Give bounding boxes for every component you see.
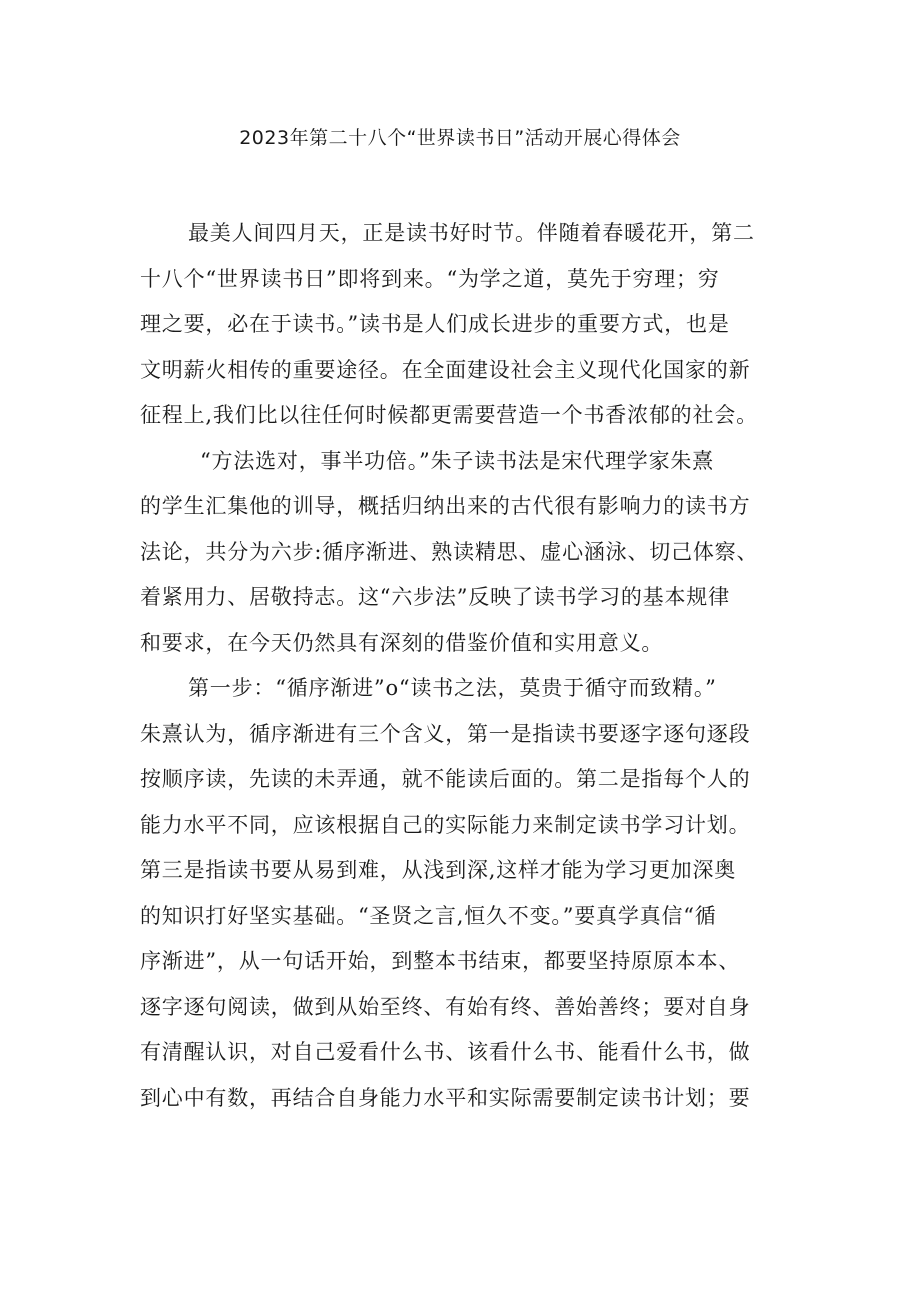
paragraph-3-line-8: 逐字逐句阅读，做到从始至终、有始有终、善始善终；要对自身 [140,994,751,1019]
paragraph-1-line-5: 征程上,我们比以往任何时候都更需要营造一个书香浓郁的社会。 [140,403,758,427]
paragraph-1-line-2: 十八个“世界读书日”即将到来。“为学之道，莫先于穷理；穷 [140,266,720,291]
paragraph-1-line-4: 文明薪火相传的重要途径。在全面建设社会主义现代化国家的新 [140,357,751,382]
paragraph-3-line-10: 到心中有数，再结合自身能力水平和实际需要制定读书计划；要 [140,1085,751,1110]
paragraph-3-line-7: 序渐进”，从一句话开始，到整本书结束，都要坚持原原本本、 [140,949,741,973]
paragraph-3-line-5: 第三是指读书要从易到难，从浅到深,这样才能为学习更加深奥 [140,858,737,882]
paragraph-2-line-3: 法论，共分为六步:循序渐进、熟读精思、虚心涵泳、切己体察、 [140,539,759,564]
paragraph-3-line-4: 能力水平不同，应该根据自己的实际能力来制定读书学习计划。 [140,812,751,837]
paragraph-2-line-5: 和要求，在今天仍然具有深刻的借鉴价值和实用意义。 [140,630,664,655]
paragraph-3-line-9: 有清醒认识，对自己爱看什么书、该看什么书、能看什么书，做 [140,1040,751,1064]
paragraph-2-line-4: 着紧用力、居敬持志。这“六步法”反映了读书学习的基本规律 [140,585,730,609]
paragraph-1-line-3: 理之要，必在于读书。”读书是人们成长进步的重要方式，也是 [140,312,730,336]
document-body [140,211,790,1121]
paragraph-1-line-1: 最美人间四月天，正是读书好时节。伴随着春暖花开，第二 [188,221,755,245]
paragraph-2-line-1: “方法选对，事半功倍。”朱子读书法是宋代理学家朱熹 [200,448,714,473]
paragraph-3-line-6: 的知识打好坚实基础。“圣贤之言,恒久不变。”要真学真信“循 [140,903,717,928]
paragraph-3-line-3: 按顺序读，先读的未弄通，就不能读后面的。第二是指每个人的 [140,767,751,791]
paragraph-2-line-2: 的学生汇集他的训导，概括归纳出来的古代很有影响力的读书方 [140,494,751,518]
paragraph-3-line-1: 第一步：“循序渐进”o“读书之法，莫贵于循守而致精。” [188,676,717,700]
paragraph-3-line-2: 朱熹认为，循序渐进有三个含义，第一是指读书要逐字逐句逐段 [140,721,751,746]
document-title: 2023年第二十八个“世界读书日”活动开展心得体会 [239,127,681,149]
